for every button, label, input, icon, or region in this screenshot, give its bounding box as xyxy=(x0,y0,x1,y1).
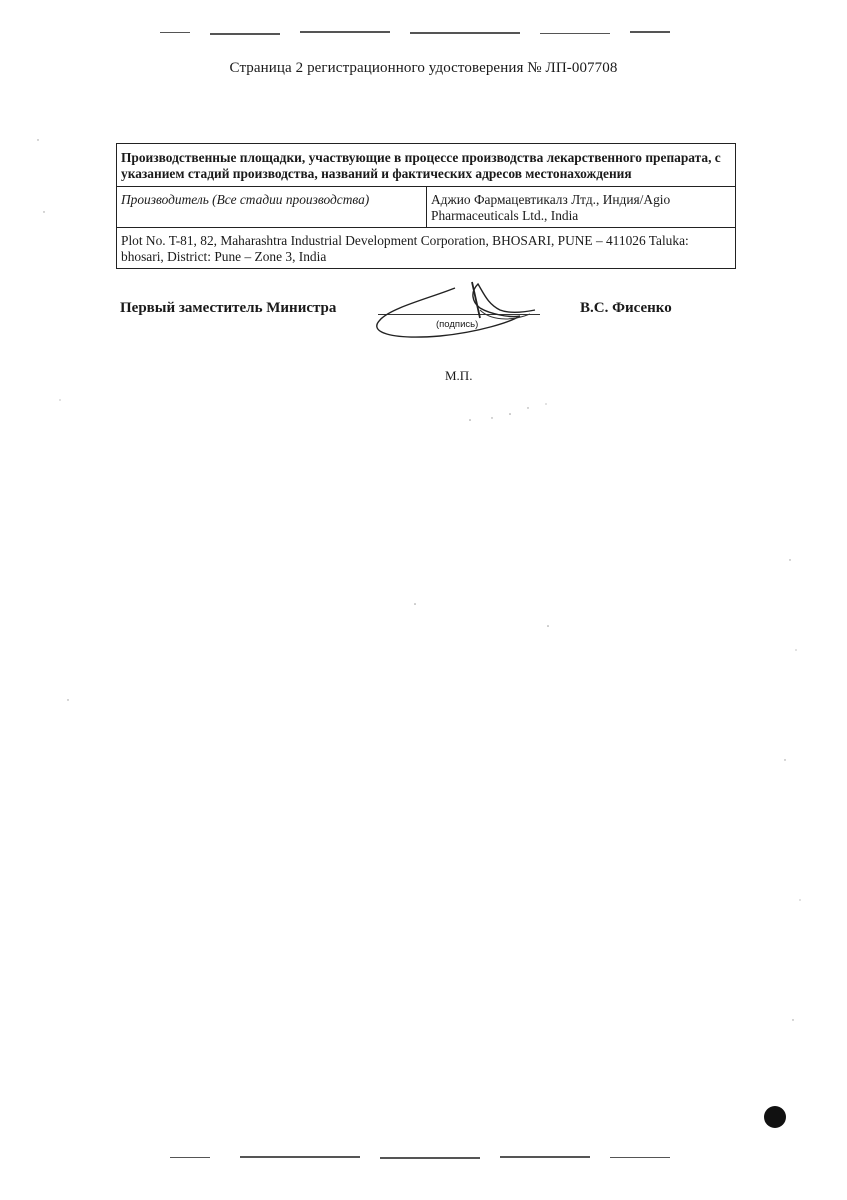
stamp-placeholder: М.П. xyxy=(445,368,473,383)
table-heading-cell: Производственные площадки, участвующие в процессе производства лекарственного препарата, с указанием стадий производства, названий и фактических адресов местонахождения xyxy=(117,144,736,187)
table-row xyxy=(117,228,736,269)
table-row xyxy=(117,187,736,228)
manufacturer-company-cell: Аджио Фармацевтикалз Лтд., Индия/Agio Pharmaceuticals Ltd., India xyxy=(427,187,736,228)
page-header: Страница 2 регистрационного удостоверения № ЛП-007708 xyxy=(229,60,618,76)
manufacturer-address-cell: Plot No. T-81, 82, Maharashtra Industrial Development Corporation, BHOSARI, PUNE – 411026 Taluka: bhosari, District: Pune – Zone 3, India xyxy=(117,228,736,269)
signature-caption: (подпись) xyxy=(436,319,479,330)
signature-block xyxy=(120,300,700,360)
signer-name: В.С. Фисенко xyxy=(580,300,672,316)
scan-edge-noise-bottom xyxy=(150,1152,690,1162)
signer-position: Первый заместитель Министра xyxy=(120,300,337,316)
handwritten-signature xyxy=(360,280,570,356)
scan-edge-noise-top xyxy=(150,28,690,38)
manufacturing-sites-table xyxy=(116,143,736,269)
manufacturer-role-cell: Производитель (Все стадии производства) xyxy=(117,187,427,228)
punch-hole xyxy=(764,1106,786,1128)
table-heading-row xyxy=(117,144,736,187)
